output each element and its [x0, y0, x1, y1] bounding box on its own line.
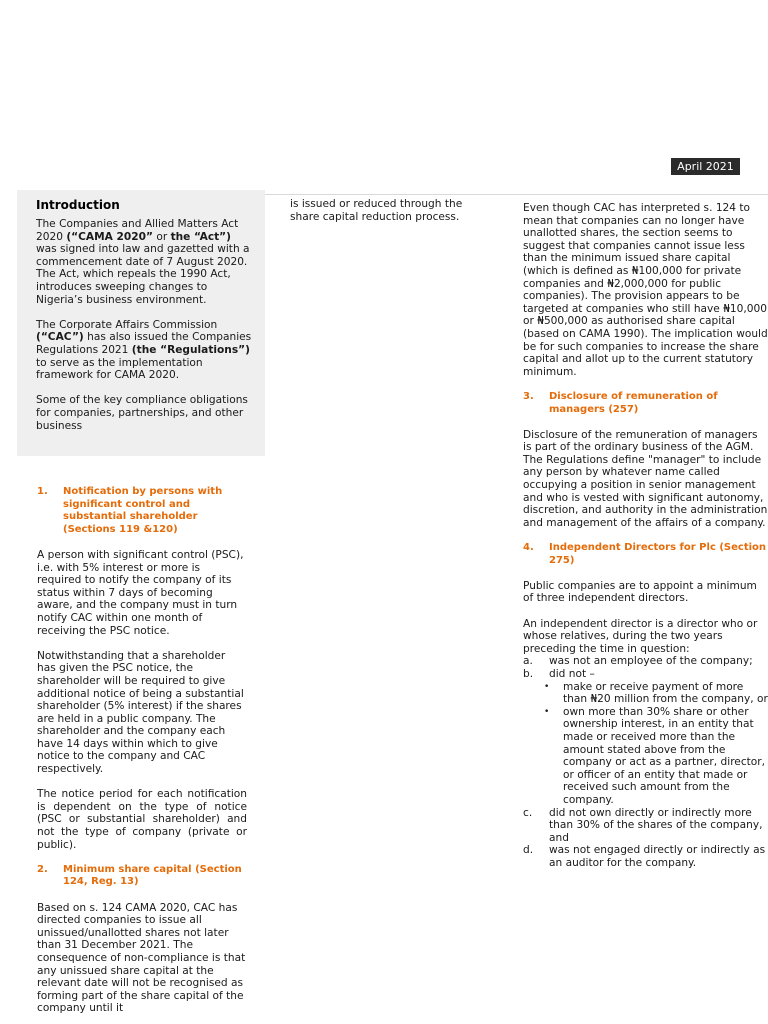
- intro-defined-term: (“CAMA 2020”: [66, 230, 153, 243]
- section-heading-2: [37, 864, 247, 889]
- cac-interpretation-paragraph: Even though CAC has interpreted s. 124 to mean that companies can no longer have unallotted shares, the section seems to suggest that companies cannot issue less than the minimum issued share capital (which is defined as ₦100,000 for private companies and ₦2,000,000 for public companies). The provision appears to be targeted at companies who still have ₦10,000 or ₦500,000 as authorised share capital (based on CAMA 1990). The implication would be for such companies to increase the share capital and allot up to the current statutory minimum.: [523, 202, 768, 378]
- introduction-text: [36, 218, 252, 445]
- intro-paragraph-1: [36, 218, 252, 306]
- list-marker: b.: [523, 667, 534, 680]
- body-text-span: i.e. with 5% interest or more is required to notify the company of its status within 7 days of becoming aware, and the company must in turn notify CAC within one month of receiving the PSC notice.: [37, 561, 238, 637]
- section-title: Notification by persons with significant control and substantial shareholder (Sections 119 &120): [63, 486, 223, 535]
- list-item-text: did not own directly or indirectly more than 30% of the shares of the company, and: [549, 806, 763, 844]
- section-title: Disclosure of remuneration of managers (257): [549, 390, 718, 415]
- intro-paragraph-3: Some of the key compliance obligations for companies, partnerships, and other business: [36, 394, 248, 432]
- bullet-marker: •: [544, 681, 550, 692]
- bullet-item: [523, 706, 768, 807]
- intro-text-span: to serve as the implementation framework for CAMA 2020.: [36, 356, 203, 382]
- section-heading-3: [523, 391, 768, 416]
- column-right: [523, 202, 768, 869]
- column-middle: [290, 198, 485, 223]
- section-number: 4.: [523, 542, 534, 554]
- independent-director-definition: An independent director is a director who or whose relatives, during the two years preceding the time in question:: [523, 617, 758, 655]
- list-item: [523, 655, 768, 668]
- intro-text-span: was signed into law and gazetted with a commencement date of 7 August 2020. The Act, which repeals the 1990 Act,: [36, 243, 250, 281]
- independent-directors-paragraph: Public companies are to appoint a minimum of three independent directors.: [523, 579, 757, 605]
- list-item-text: was not engaged directly or indirectly as an auditor for the company.: [549, 844, 766, 869]
- list-item: [523, 668, 768, 681]
- intro-defined-term: the “Act”): [170, 230, 231, 243]
- section-heading-1: [37, 486, 247, 536]
- introduction-panel: [17, 190, 265, 456]
- share-capital-paragraph: Based on s. 124 CAMA 2020, CAC has directed companies to issue all unissued/unallotted shares not later than 31 December 2021. The consequence of non-compliance is that any unissued share capital at the relevant date will not be recognised as forming part of the share capital of the company until it: [37, 901, 246, 1015]
- list-item: [523, 807, 768, 845]
- date-badge: April 2021: [671, 158, 740, 175]
- section-number: 1.: [37, 486, 48, 497]
- body-text-span: A person with significant control (PSC),: [37, 548, 244, 561]
- list-item-text: did not –: [549, 667, 595, 680]
- list-marker: d.: [523, 844, 534, 857]
- list-item-text: was not an employee of the company;: [549, 655, 753, 668]
- intro-text-span: The Companies and Allied Matters Act 2020: [36, 218, 239, 243]
- list-marker: c.: [523, 806, 533, 819]
- bullet-item: [523, 681, 768, 706]
- intro-defined-term: (“CAC”): [36, 331, 84, 344]
- intro-paragraph-2: [36, 319, 252, 382]
- intro-text-span: introduces sweeping changes to Nigeria’s business environment.: [36, 280, 208, 306]
- intro-text-span: or: [152, 230, 171, 243]
- introduction-title: Introduction: [36, 198, 120, 212]
- share-capital-continuation: is issued or reduced through the share capital reduction process.: [290, 198, 463, 223]
- manager-remuneration-paragraph: Disclosure of the remuneration of managers is part of the ordinary business of the AGM. The Regulations define "manager" to include any person by whatever name called occupying a position in senior management and who is vested with significant autonomy, discretion, and authority in the administration and management of the affairs of a company.: [523, 428, 768, 529]
- bullet-marker: •: [544, 706, 550, 717]
- section-title: Minimum share capital (Section 124, Reg. 13): [63, 863, 242, 888]
- substantial-shareholder-paragraph: Notwithstanding that a shareholder has given the PSC notice, the shareholder will be required to give additional notice of being a substantial shareholder (5% interest) if the shares are held in a public company. The shareholder and the company each have 14 days within which to give notice to the company and CAC respectively.: [37, 649, 244, 776]
- notice-period-paragraph: The notice period for each notification is dependent on the type of notice (PSC or substantial shareholder) and not the type of company (private or public).: [37, 788, 247, 851]
- list-item: [523, 844, 768, 869]
- header-divider: [265, 194, 768, 195]
- section-number: 3.: [523, 390, 534, 402]
- intro-text-span: The Corporate Affairs Commission: [36, 318, 218, 331]
- psc-paragraph: [37, 549, 247, 637]
- section-title: Independent Directors for Plc (Section 275): [549, 542, 767, 566]
- bullet-item-text: make or receive payment of more than ₦20 million from the company, or: [563, 680, 768, 706]
- intro-defined-term: (the “Regulations”): [131, 343, 250, 356]
- section-heading-4: [523, 542, 768, 567]
- list-marker: a.: [523, 655, 533, 668]
- bullet-item-text: own more than 30% share or other ownership interest, in an entity that made or received more than the amount stated above from the company or act as a partner, director, or officer of an entity that made or received such amount from the company.: [563, 705, 766, 806]
- column-left: [37, 486, 247, 1015]
- intro-text-span: has also issued the Companies Regulations 2021: [36, 331, 252, 356]
- section-number: 2.: [37, 863, 48, 875]
